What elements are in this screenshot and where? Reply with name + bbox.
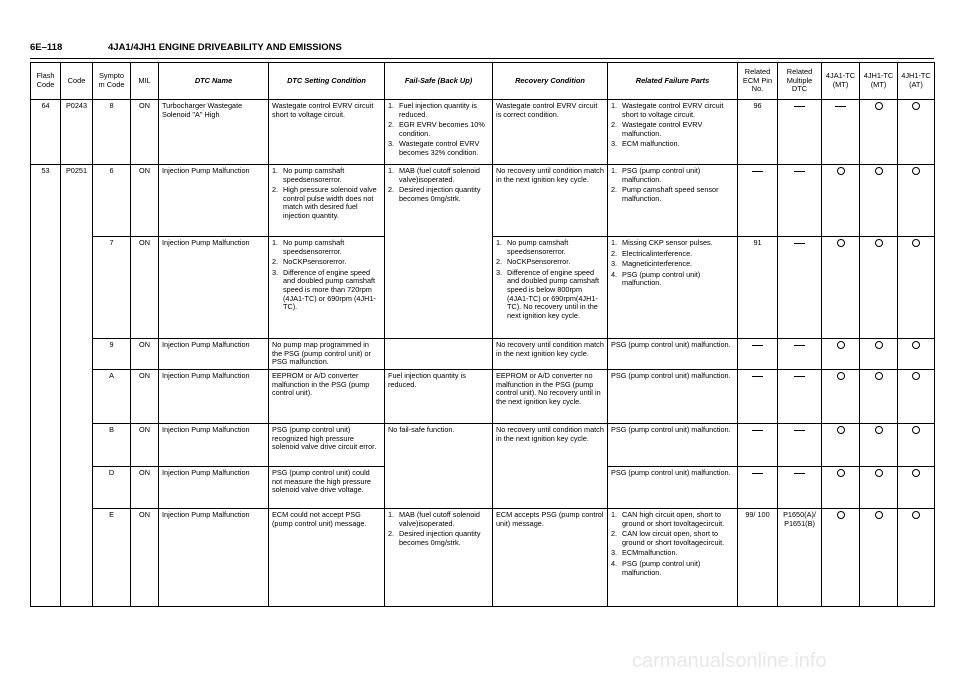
list-item: 1. MAB (fuel cutoff solenoid valve)isoperated.	[388, 166, 480, 184]
variant-cell	[822, 100, 860, 165]
list-item: 1. Missing CKP sensor pulses.	[611, 238, 713, 247]
recovery-condition-cell: No recovery until condition match in the next ignition key cycle.	[493, 339, 608, 370]
circle-mark	[875, 102, 883, 110]
circle-mark	[875, 372, 883, 380]
mil-cell: ON	[131, 370, 159, 424]
circle-mark	[912, 372, 920, 380]
multiple-dtc-cell	[778, 100, 822, 165]
related-parts-cell: PSG (pump control unit) malfunction.	[608, 370, 738, 424]
dash-mark	[794, 243, 805, 244]
variant-cell	[822, 467, 860, 509]
failsafe-cell: Fuel injection quantity is reduced.	[385, 370, 493, 424]
failsafe-cell	[385, 237, 493, 339]
ecm-pin-cell: 91	[738, 237, 778, 339]
failsafe-cell	[385, 467, 493, 509]
watermark: carmanualsonline.info	[632, 650, 827, 672]
list-item: 1. No pump camshaft speedsensorerror.	[496, 238, 569, 256]
ecm-pin-cell	[738, 370, 778, 424]
circle-mark	[837, 167, 845, 175]
list-item: 2. Electricalinterference.	[611, 248, 693, 258]
list-item: 2. High pressure solenoid valve control pulse width does not match with desired fuel injection quantity.	[272, 185, 377, 221]
variant-cell	[860, 165, 898, 237]
list-item: 1. CAN high circuit open, short to ground or short tovoltagecircuit.	[611, 510, 725, 528]
ecm-pin-cell: 99/ 100	[738, 509, 778, 607]
list-item: 1. No pump camshaft speedsensorerror.	[272, 166, 345, 184]
flash-code-cell	[31, 370, 61, 424]
symptom-code-cell: 9	[93, 339, 131, 370]
recovery-condition-cell	[493, 467, 608, 509]
circle-mark	[912, 426, 920, 434]
col-header-failsafe: Fail-Safe (Back Up)	[385, 63, 493, 100]
variant-cell	[822, 424, 860, 467]
setting-condition-cell: EEPROM or A/D converter malfunction in the PSG (pump control unit).	[269, 370, 385, 424]
multiple-dtc-cell	[778, 370, 822, 424]
variant-cell	[822, 509, 860, 607]
variant-cell	[898, 165, 935, 237]
list-item: 2. Pump camshaft speed sensor malfunction.	[611, 185, 719, 203]
related-parts-cell	[608, 237, 738, 339]
variant-cell	[898, 100, 935, 165]
related-parts-cell	[608, 100, 738, 165]
variant-cell	[822, 165, 860, 237]
variant-cell	[822, 237, 860, 339]
variant-cell	[860, 467, 898, 509]
recovery-condition-cell: ECM accepts PSG (pump control unit) message.	[493, 509, 608, 607]
circle-mark	[875, 511, 883, 519]
list-item: 1. Wastegate control EVRV circuit short to voltage circuit.	[611, 101, 724, 119]
failsafe-cell	[385, 100, 493, 165]
variant-cell	[860, 100, 898, 165]
circle-mark	[875, 469, 883, 477]
variant-cell	[898, 370, 935, 424]
circle-mark	[912, 341, 920, 349]
dtc-name-cell: Injection Pump Malfunction	[159, 237, 269, 339]
col-header-symptom-code: Symptom Code	[93, 63, 131, 100]
circle-mark	[875, 239, 883, 247]
circle-mark	[837, 341, 845, 349]
dtc-name-cell: Injection Pump Malfunction	[159, 424, 269, 467]
col-header-4ja1-tc-mt: 4JA1-TC (MT)	[822, 63, 860, 100]
multiple-dtc-cell	[778, 165, 822, 237]
list-item: 2. Wastegate control EVRV malfunction.	[611, 120, 703, 138]
code-cell	[61, 467, 93, 509]
code-cell	[61, 509, 93, 607]
col-header-related-parts: Related Failure Parts	[608, 63, 738, 100]
multiple-dtc-cell	[778, 424, 822, 467]
list-item: 3. Wastegate control EVRV becomes 32% condition.	[388, 139, 480, 158]
symptom-code-cell: E	[93, 509, 131, 607]
variant-cell	[898, 467, 935, 509]
list-item: 3. ECM malfunction.	[611, 139, 680, 149]
table-row	[31, 339, 935, 370]
mil-cell: ON	[131, 339, 159, 370]
recovery-condition-cell: No recovery until condition match in the next ignition key cycle.	[493, 424, 608, 467]
related-parts-cell	[608, 509, 738, 607]
recovery-condition-cell	[493, 237, 608, 339]
list-item: 1. Fuel injection quantity is reduced.	[388, 101, 477, 119]
symptom-code-cell: A	[93, 370, 131, 424]
symptom-code-cell: 8	[93, 100, 131, 165]
table-row	[31, 100, 935, 165]
table-header-row	[31, 63, 935, 100]
multiple-dtc-cell: P1650(A)/ P1651(B)	[778, 509, 822, 607]
table-row	[31, 467, 935, 509]
dtc-table	[30, 62, 935, 607]
multiple-dtc-cell	[778, 467, 822, 509]
recovery-condition-cell: Wastegate control EVRV circuit is correct condition.	[493, 100, 608, 165]
list-item: 4. PSG (pump control unit) malfunction.	[611, 269, 701, 288]
ecm-pin-cell	[738, 467, 778, 509]
setting-condition-cell: ECM could not accept PSG (pump control unit) message.	[269, 509, 385, 607]
mil-cell: ON	[131, 467, 159, 509]
failsafe-cell	[385, 165, 493, 237]
dash-mark	[752, 430, 763, 431]
variant-cell	[860, 509, 898, 607]
list-item: 2. Desired injection quantity becomes 0mg/strk.	[388, 529, 481, 547]
variant-cell	[898, 237, 935, 339]
list-item: 2. Desired injection quantity becomes 0mg/strk.	[388, 185, 481, 203]
variant-cell	[860, 237, 898, 339]
table-row	[31, 424, 935, 467]
list-item: 1. No pump camshaft speedsensorerror.	[272, 238, 345, 256]
list-item: 1. PSG (pump control unit) malfunction.	[611, 166, 701, 184]
dtc-name-cell: Injection Pump Malfunction	[159, 339, 269, 370]
symptom-code-cell: 7	[93, 237, 131, 339]
col-header-4jh1-tc-at: 4JH1-TC (AT)	[898, 63, 935, 100]
multiple-dtc-cell	[778, 339, 822, 370]
list-item: 2. EGR EVRV becomes 10% condition.	[388, 120, 485, 138]
setting-condition-cell: No pump map programmed in the PSG (pump control unit) or PSG malfunction.	[269, 339, 385, 370]
dash-mark	[794, 106, 805, 107]
circle-mark	[912, 102, 920, 110]
variant-cell	[898, 424, 935, 467]
ecm-pin-cell	[738, 339, 778, 370]
flash-code-cell	[31, 339, 61, 370]
symptom-code-cell: D	[93, 467, 131, 509]
page-header	[30, 42, 934, 56]
list-item: 3. ECMmalfunction.	[611, 548, 678, 558]
list-item: 3. Magneticinterference.	[611, 259, 693, 269]
setting-condition-cell: PSG (pump control unit) could not measure the high pressure solenoid valve drive voltage.	[269, 467, 385, 509]
setting-condition-cell: Wastegate control EVRV circuit short to voltage circuit.	[269, 100, 385, 165]
col-header-code: Code	[61, 63, 93, 100]
circle-mark	[875, 426, 883, 434]
list-item: 3. Difference of engine speed and doubled pump camshaft speed is below 800rpm (4JA1-TC) or 690rpm(4JH1-TC). No recovery until in the next ignition key cycle.	[496, 267, 600, 320]
circle-mark	[837, 469, 845, 477]
flash-code-cell	[31, 237, 61, 339]
dtc-name-cell: Injection Pump Malfunction	[159, 509, 269, 607]
circle-mark	[837, 372, 845, 380]
code-cell	[61, 339, 93, 370]
dtc-name-cell: Injection Pump Malfunction	[159, 165, 269, 237]
flash-code-cell	[31, 467, 61, 509]
page-title: 4JA1/4JH1 ENGINE DRIVEABILITY AND EMISSIONS	[108, 42, 342, 53]
table-row	[31, 509, 935, 607]
circle-mark	[875, 341, 883, 349]
ecm-pin-cell	[738, 165, 778, 237]
code-cell	[61, 370, 93, 424]
list-item: 3. Difference of engine speed and doubled pump camshaft speed is more than 720rpm (4JA1-TC) or 690rpm (4JH1-TC).	[272, 267, 376, 312]
dash-mark	[752, 376, 763, 377]
variant-cell	[822, 339, 860, 370]
variant-cell	[860, 339, 898, 370]
circle-mark	[837, 426, 845, 434]
mil-cell: ON	[131, 424, 159, 467]
circle-mark	[912, 239, 920, 247]
related-parts-cell: PSG (pump control unit) malfunction.	[608, 467, 738, 509]
recovery-condition-cell: No recovery until condition match in the next ignition key cycle.	[493, 165, 608, 237]
mil-cell: ON	[131, 165, 159, 237]
list-item: 1. MAB (fuel cutoff solenoid valve)isoperated.	[388, 510, 480, 528]
col-header-setting-condition: DTC Setting Condition	[269, 63, 385, 100]
setting-condition-cell: PSG (pump control unit) recognized high pressure solenoid valve drive circuit error.	[269, 424, 385, 467]
symptom-code-cell: B	[93, 424, 131, 467]
list-item: 2. CAN low circuit open, short to ground or short tovoltagecircuit.	[611, 529, 725, 547]
ecm-pin-cell	[738, 424, 778, 467]
dash-mark	[752, 171, 763, 172]
header-rule	[30, 58, 934, 59]
col-header-multiple-dtc: Related Multiple DTC	[778, 63, 822, 100]
col-header-4jh1-tc-mt: 4JH1-TC (MT)	[860, 63, 898, 100]
dash-mark	[794, 345, 805, 346]
dash-mark	[794, 171, 805, 172]
setting-condition-cell	[269, 237, 385, 339]
setting-condition-cell	[269, 165, 385, 237]
dtc-name-cell: Turbocharger Wastegate Solenoid "A" High	[159, 100, 269, 165]
failsafe-cell: No fail-safe function.	[385, 424, 493, 467]
page-number: 6E–118	[30, 42, 63, 53]
variant-cell	[860, 370, 898, 424]
dtc-name-cell: Injection Pump Malfunction	[159, 467, 269, 509]
flash-code-cell	[31, 509, 61, 607]
dash-mark	[752, 345, 763, 346]
col-header-mil: MIL	[131, 63, 159, 100]
table-row	[31, 165, 935, 237]
recovery-condition-cell: EEPROM or A/D converter no malfunction in the PSG (pump control unit). No recovery until in the next ignition key cycle.	[493, 370, 608, 424]
circle-mark	[912, 469, 920, 477]
dash-mark	[794, 473, 805, 474]
flash-code-cell: 53	[31, 165, 61, 237]
list-item: 4. PSG (pump control unit) malfunction.	[611, 559, 701, 577]
circle-mark	[837, 511, 845, 519]
table-row	[31, 237, 935, 339]
circle-mark	[875, 167, 883, 175]
circle-mark	[912, 511, 920, 519]
related-parts-cell: PSG (pump control unit) malfunction.	[608, 339, 738, 370]
flash-code-cell: 64	[31, 100, 61, 165]
col-header-dtc-name: DTC Name	[159, 63, 269, 100]
code-cell: P0251	[61, 165, 93, 237]
list-item: 2. NoCKPsensorerror.	[496, 257, 571, 267]
dash-mark	[752, 473, 763, 474]
circle-mark	[837, 239, 845, 247]
failsafe-cell	[385, 339, 493, 370]
dash-mark	[835, 106, 846, 107]
code-cell	[61, 237, 93, 339]
related-parts-cell	[608, 165, 738, 237]
dtc-name-cell: Injection Pump Malfunction	[159, 370, 269, 424]
list-item: 2. NoCKPsensorerror.	[272, 257, 347, 267]
variant-cell	[860, 424, 898, 467]
flash-code-cell	[31, 424, 61, 467]
variant-cell	[898, 509, 935, 607]
variant-cell	[822, 370, 860, 424]
code-cell: P0243	[61, 100, 93, 165]
mil-cell: ON	[131, 237, 159, 339]
table-row	[31, 370, 935, 424]
ecm-pin-cell: 96	[738, 100, 778, 165]
code-cell	[61, 424, 93, 467]
mil-cell: ON	[131, 100, 159, 165]
dash-mark	[794, 430, 805, 431]
col-header-flash-code: Flash Code	[31, 63, 61, 100]
dash-mark	[794, 376, 805, 377]
symptom-code-cell: 6	[93, 165, 131, 237]
mil-cell: ON	[131, 509, 159, 607]
related-parts-cell: PSG (pump control unit) malfunction.	[608, 424, 738, 467]
multiple-dtc-cell	[778, 237, 822, 339]
variant-cell	[898, 339, 935, 370]
col-header-recovery: Recovery Condition	[493, 63, 608, 100]
col-header-ecm-pin: Related ECM Pin No.	[738, 63, 778, 100]
failsafe-cell	[385, 509, 493, 607]
circle-mark	[912, 167, 920, 175]
